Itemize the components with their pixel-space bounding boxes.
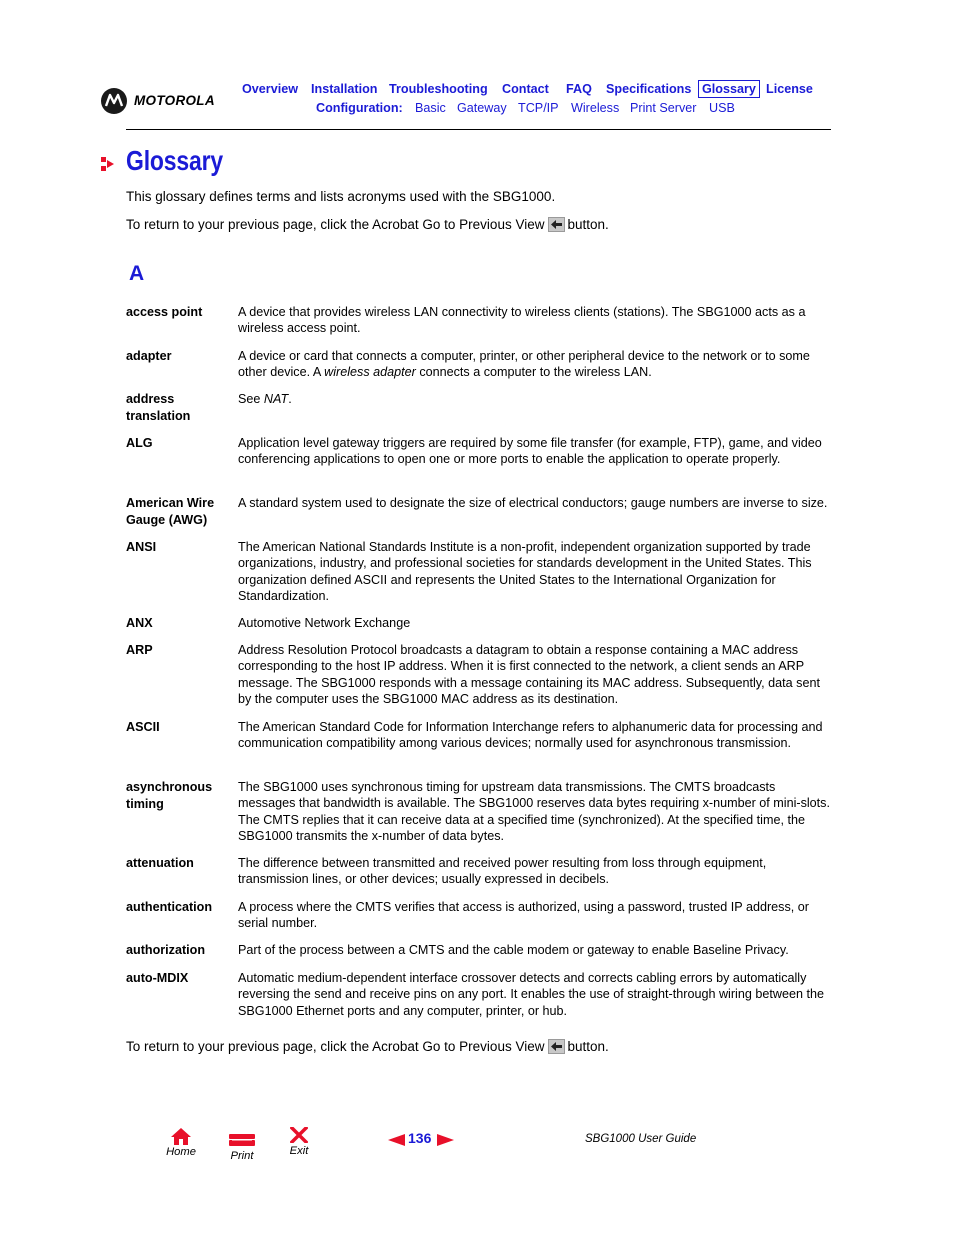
term-attenuation: attenuation — [126, 856, 194, 870]
nav-tcpip[interactable]: TCP/IP — [518, 101, 559, 115]
nav-specifications[interactable]: Specifications — [606, 82, 692, 96]
nav-license[interactable]: License — [766, 82, 813, 96]
home-button[interactable] — [164, 1128, 198, 1158]
definition-arp: Address Resolution Protocol broadcasts a datagram to obtain a response containing a MAC address corresponding to the host IP address. When it is first connected to the network, a client sends an ARP message. The SBG1000 responds with a message containing its MAC address. Subsequently, data sent by the computer uses the SBG1000 MAC address as its destination. — [238, 643, 820, 706]
term-anx: ANX — [126, 616, 153, 630]
home-label: Home — [166, 1146, 196, 1158]
definition-awg: A standard system used to designate the size of electrical conductors; gauge numbers are inverse to size. — [238, 496, 828, 510]
close-icon — [290, 1127, 308, 1143]
guide-title: SBG1000 User Guide — [585, 1133, 697, 1145]
definition-authentication: A process where the CMTS verifies that access is authorized, using a password, trusted IP address, or serial number. — [238, 900, 809, 931]
definition-asynchronous-timing: The SBG1000 uses synchronous timing for upstream data transmissions. The CMTS broadcasts messages that bandwidth is available. The SBG1000 reserves data bytes requiring x-number of mini-slots. The CMTS replies that it can receive data at a specified time (synchronized). At the specified time, the SBG1000 transmits the x-number of data bytes. — [238, 780, 830, 843]
term-authentication: authentication — [126, 900, 213, 914]
nav-installation[interactable]: Installation — [311, 82, 378, 96]
definition-access-point: A device that provides wireless LAN connectivity to wireless clients (stations). The SBG1000 acts as a wireless access point. — [238, 305, 806, 336]
nav-glossary[interactable]: Glossary — [702, 82, 756, 96]
term-authorization: authorization — [126, 943, 206, 957]
return-instruction-bottom — [126, 1039, 609, 1054]
nat-link[interactable]: NAT — [263, 392, 289, 406]
nav-faq[interactable]: FAQ — [566, 82, 592, 96]
term-auto-mdix: auto-MDIX — [126, 971, 189, 985]
definition-attenuation: The difference between transmitted and received power resulting from loss through equipment, transmission lines, or other devices; usually expressed in decibels. — [238, 856, 767, 887]
definition-anx: Automotive Network Exchange — [238, 616, 411, 630]
motorola-logo-icon — [101, 88, 127, 114]
configuration-label: Configuration: — [316, 101, 403, 115]
print-button[interactable] — [226, 1133, 258, 1162]
section-heading: A — [129, 262, 145, 285]
return-text: To return to your previous page, click the Acrobat Go to Previous View — [126, 217, 545, 232]
previous-page-arrow-icon[interactable] — [388, 1133, 405, 1151]
term-arp: ARP — [126, 643, 153, 657]
nav-basic[interactable]: Basic — [415, 101, 446, 115]
nav-usb[interactable]: USB — [709, 101, 735, 115]
nav-overview[interactable]: Overview — [242, 82, 299, 96]
definition-auto-mdix: Automatic medium-dependent interface crossover detects and corrects cabling errors by automatically reversing the send and receive pins on any port. It enables the use of straight-through wiring between the SBG1000 Ethernet ports and any computer, printer, or hub. — [238, 971, 824, 1018]
go-to-previous-view-icon[interactable] — [548, 1039, 565, 1054]
definition-ascii: The American Standard Code for Information Interchange refers to alphanumeric data for processing and communication compatibility among various devices; normally used for asynchronous transmission. — [238, 720, 823, 751]
home-icon — [171, 1128, 191, 1145]
exit-button[interactable] — [286, 1127, 312, 1157]
header-divider — [126, 129, 831, 130]
return-text-end: button. — [567, 1039, 609, 1054]
term-adapter: adapter — [126, 349, 172, 363]
page-number: 136 — [408, 1130, 432, 1146]
go-to-previous-view-icon[interactable] — [548, 217, 565, 232]
next-page-arrow-icon[interactable] — [437, 1133, 454, 1151]
definition-adapter: A device or card that connects a computer, printer, or other peripheral device to the network or to some other device. A wireless adapter connects a computer to the wireless LAN. — [238, 349, 810, 380]
nav-contact[interactable]: Contact — [502, 82, 549, 96]
title-bullet-icon — [101, 157, 115, 171]
definition-ansi: The American National Standards Institute is a non-profit, independent organization supported by trade organizations, industry, and professional societies for standards development in the United States. This organization defined ASCII and represents the United States to the International Organization for Standardization. — [238, 540, 812, 603]
nav-troubleshooting[interactable]: Troubleshooting — [389, 82, 488, 96]
return-instruction — [126, 217, 609, 232]
page-title: Glossary — [126, 145, 223, 176]
definition-authorization: Part of the process between a CMTS and the cable modem or gateway to enable Baseline Privacy. — [238, 943, 789, 957]
term-alg: ALG — [126, 436, 153, 450]
term-awg: American Wire Gauge (AWG) — [126, 496, 215, 527]
term-ascii: ASCII — [126, 720, 160, 734]
return-text-end: button. — [567, 217, 609, 232]
term-asynchronous-timing: asynchronous timing — [126, 780, 213, 811]
term-access-point: access point — [126, 305, 203, 319]
definition-address-translation: See NAT. — [238, 392, 292, 406]
exit-label: Exit — [289, 1145, 309, 1157]
nav-wireless[interactable]: Wireless — [571, 101, 620, 115]
return-text: To return to your previous page, click the Acrobat Go to Previous View — [126, 1039, 545, 1054]
printer-icon — [228, 1133, 256, 1147]
term-ansi: ANSI — [126, 540, 157, 554]
nav-gateway[interactable]: Gateway — [457, 101, 507, 115]
term-address-translation: address translation — [126, 392, 191, 423]
nav-print-server[interactable]: Print Server — [630, 101, 697, 115]
intro-text: This glossary defines terms and lists acronyms used with the SBG1000. — [126, 189, 556, 204]
definition-alg: Application level gateway triggers are required by some file transfer (for example, FTP), game, and video conferencing applications to open one or more ports to enable the application to operate properly. — [238, 436, 822, 467]
brand-name: MOTOROLA — [134, 93, 215, 108]
print-label: Print — [230, 1150, 254, 1162]
